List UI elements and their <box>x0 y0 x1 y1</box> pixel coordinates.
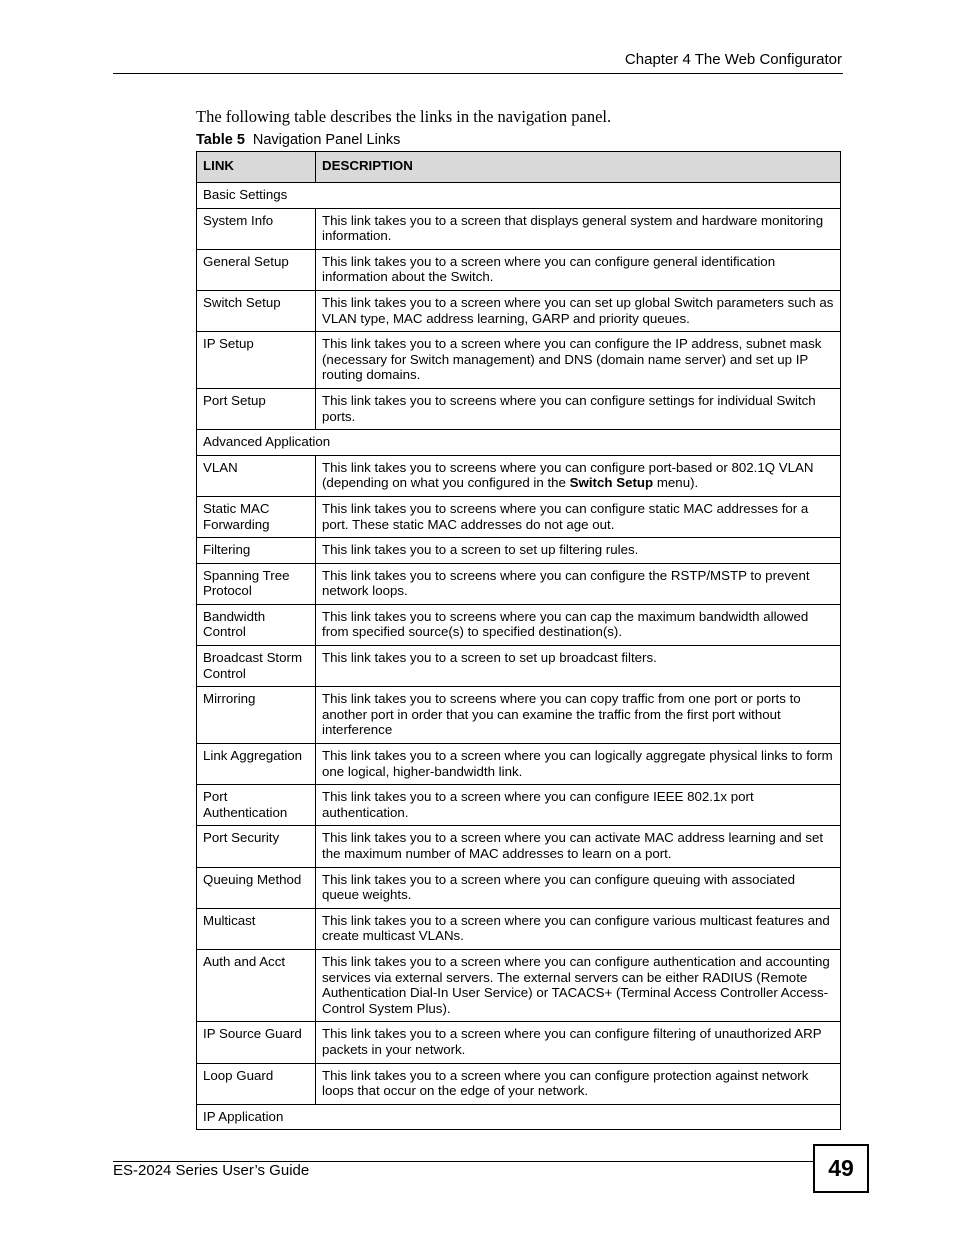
link-cell: Bandwidth Control <box>197 604 316 645</box>
link-cell: IP Setup <box>197 332 316 389</box>
table-row <box>197 908 841 949</box>
description-cell: This link takes you to screens where you can cap the maximum bandwidth allowed from specified source(s) to specified destination(s). <box>316 604 841 645</box>
description-cell: This link takes you to a screen where you can configure authentication and accounting services via external servers. The external servers can be either RADIUS (Remote Authentication Dial-In User Service) or TACACS+ (Terminal Access Controller Access-Control System Plus). <box>316 949 841 1021</box>
description-cell: This link takes you to a screen where you can configure various multicast features and create multicast VLANs. <box>316 908 841 949</box>
table-row <box>197 208 841 249</box>
intro-paragraph: The following table describes the links in the navigation panel. <box>196 107 612 126</box>
page-number: 49 <box>813 1144 869 1193</box>
description-cell: This link takes you to screens where you can configure static MAC addresses for a port. These static MAC addresses do not age out. <box>316 496 841 537</box>
description-text: This link takes you to screens where you can configure port-based or 802.1Q VLAN (depending on what you configured in the <box>322 459 814 491</box>
table-caption-label: Table 5 <box>196 132 245 148</box>
link-cell: IP Source Guard <box>197 1022 316 1063</box>
table-row <box>197 455 841 496</box>
section-heading: Advanced Application <box>197 430 841 456</box>
description-cell: This link takes you to a screen where you can activate MAC address learning and set the maximum number of MAC addresses to learn on a port. <box>316 826 841 867</box>
description-cell: This link takes you to screens where you can copy traffic from one port or ports to another port in order that you can examine the traffic from the first port without interference <box>316 687 841 744</box>
link-cell: Port Setup <box>197 388 316 429</box>
description-text: menu). <box>653 475 699 491</box>
link-cell: System Info <box>197 208 316 249</box>
table-row <box>197 496 841 537</box>
description-cell: This link takes you to screens where you can configure settings for individual Switch ports. <box>316 388 841 429</box>
description-cell: This link takes you to a screen where you can configure protection against network loops that occur on the edge of your network. <box>316 1063 841 1104</box>
link-cell: General Setup <box>197 249 316 290</box>
table-row <box>197 563 841 604</box>
link-cell: Port Security <box>197 826 316 867</box>
table-row <box>197 687 841 744</box>
menu-name-emphasis: Switch Setup <box>569 475 654 491</box>
navigation-links-table <box>196 151 841 1130</box>
link-cell: Filtering <box>197 538 316 564</box>
table-section-row <box>197 183 841 209</box>
table-row <box>197 388 841 429</box>
link-cell: Queuing Method <box>197 867 316 908</box>
description-cell: This link takes you to a screen that displays general system and hardware monitoring information. <box>316 208 841 249</box>
table-caption-title: Navigation Panel Links <box>252 132 401 148</box>
table-row <box>197 949 841 1021</box>
table-caption <box>196 132 400 148</box>
column-header-link: LINK <box>197 152 316 183</box>
link-cell: Multicast <box>197 908 316 949</box>
table-row <box>197 538 841 564</box>
section-heading: IP Application <box>197 1104 841 1130</box>
table-section-row <box>197 1104 841 1130</box>
link-cell: Link Aggregation <box>197 744 316 785</box>
table-row <box>197 646 841 687</box>
description-cell: This link takes you to a screen to set up broadcast filters. <box>316 646 841 687</box>
table-row <box>197 785 841 826</box>
table-row <box>197 744 841 785</box>
link-cell: Spanning Tree Protocol <box>197 563 316 604</box>
table-row <box>197 604 841 645</box>
link-cell: Auth and Acct <box>197 949 316 1021</box>
description-cell: This link takes you to screens where you can configure the RSTP/MSTP to prevent network loops. <box>316 563 841 604</box>
link-cell: Port Authentication <box>197 785 316 826</box>
header-divider <box>113 73 843 74</box>
table-row <box>197 249 841 290</box>
description-cell: This link takes you to a screen where you can logically aggregate physical links to form one logical, higher-bandwidth link. <box>316 744 841 785</box>
footer-guide-title: ES-2024 Series User’s Guide <box>113 1162 310 1179</box>
link-cell: Loop Guard <box>197 1063 316 1104</box>
link-cell: Static MAC Forwarding <box>197 496 316 537</box>
section-heading: Basic Settings <box>197 183 841 209</box>
column-header-description: DESCRIPTION <box>316 152 841 183</box>
description-cell: This link takes you to a screen where you can configure the IP address, subnet mask (necessary for Switch management) and DNS (domain name server) and set up IP routing domains. <box>316 332 841 389</box>
description-cell <box>316 455 841 496</box>
link-cell: VLAN <box>197 455 316 496</box>
description-cell: This link takes you to a screen where you can configure filtering of unauthorized ARP packets in your network. <box>316 1022 841 1063</box>
link-cell: Mirroring <box>197 687 316 744</box>
table-row <box>197 867 841 908</box>
link-cell: Switch Setup <box>197 290 316 331</box>
description-cell: This link takes you to a screen where you can configure IEEE 802.1x port authentication. <box>316 785 841 826</box>
table-section-row <box>197 430 841 456</box>
table-row <box>197 826 841 867</box>
description-cell: This link takes you to a screen where you can set up global Switch parameters such as VLAN type, MAC address learning, GARP and priority queues. <box>316 290 841 331</box>
table-row <box>197 1063 841 1104</box>
table-row <box>197 1022 841 1063</box>
description-cell: This link takes you to a screen where you can configure queuing with associated queue weights. <box>316 867 841 908</box>
description-cell: This link takes you to a screen to set up filtering rules. <box>316 538 841 564</box>
description-cell: This link takes you to a screen where you can configure general identification information about the Switch. <box>316 249 841 290</box>
table-header-row <box>197 152 841 183</box>
table-row <box>197 290 841 331</box>
table-row <box>197 332 841 389</box>
running-header: Chapter 4 The Web Configurator <box>624 51 842 68</box>
link-cell: Broadcast Storm Control <box>197 646 316 687</box>
